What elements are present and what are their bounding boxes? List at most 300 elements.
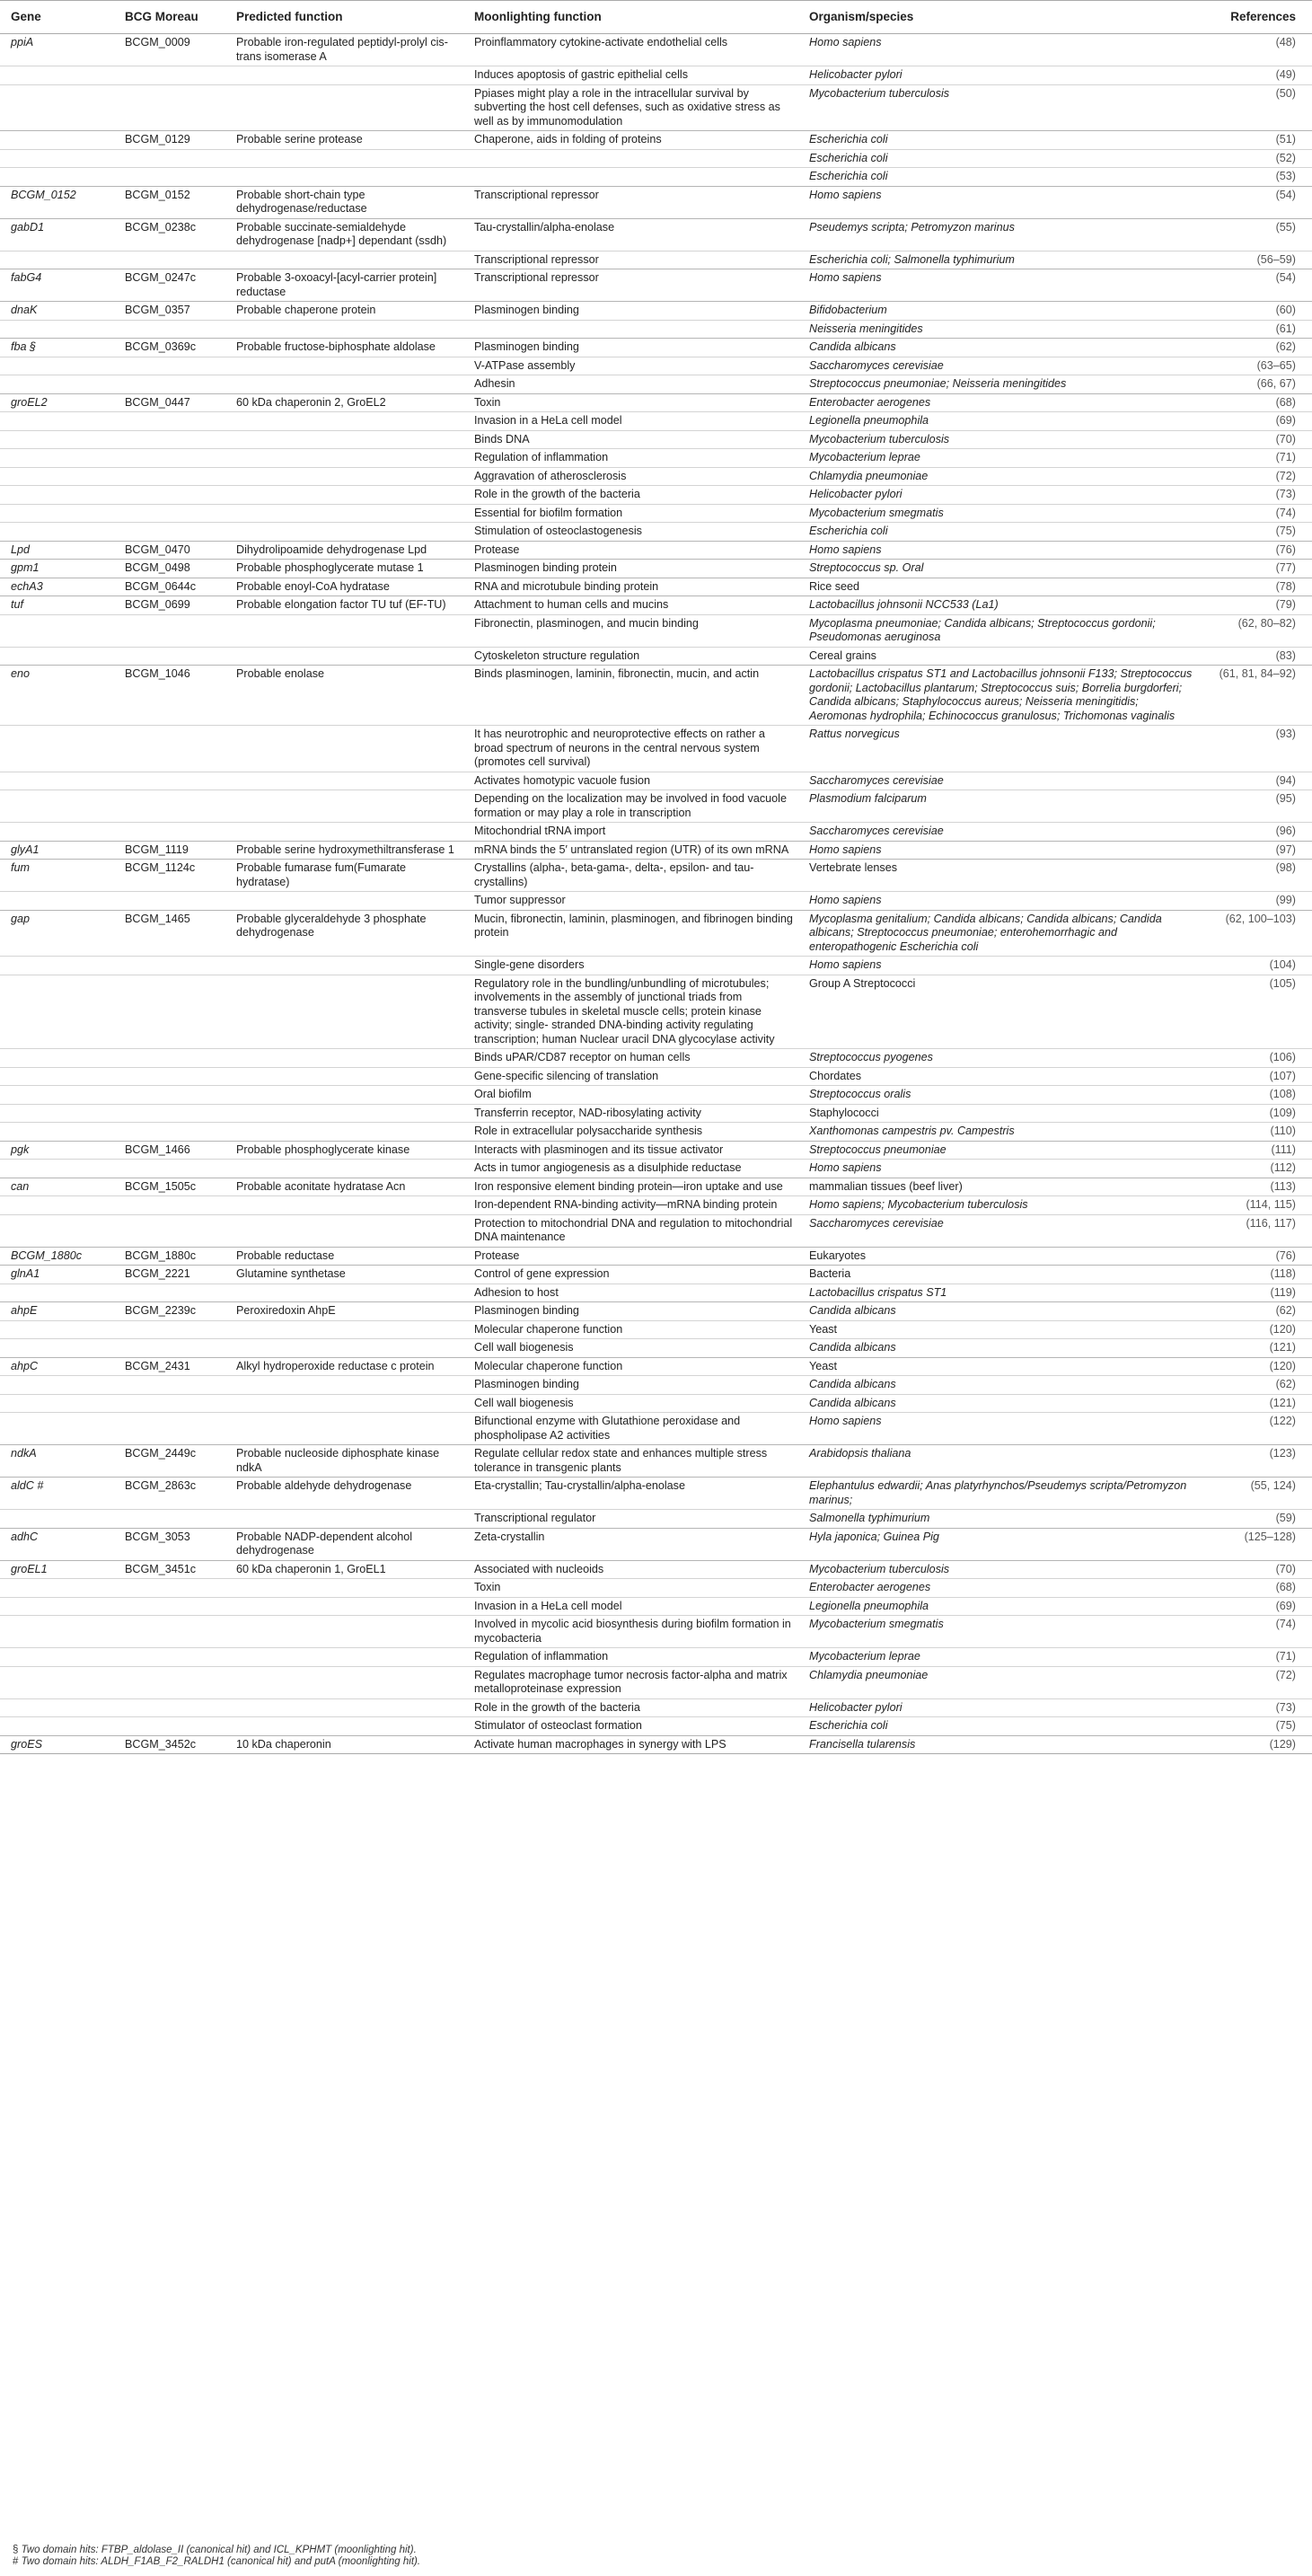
- cell-organism: Rattus norvegicus: [798, 726, 1198, 772]
- cell-reference: (49): [1198, 66, 1312, 85]
- cell-moonlighting: RNA and microtubule binding protein: [463, 578, 798, 596]
- cell-gene: [0, 1666, 114, 1698]
- table-row: [0, 1579, 1312, 1598]
- cell-predicted: [225, 504, 463, 523]
- cell-moonlighting: [463, 168, 798, 187]
- cell-organism: Group A Streptococci: [798, 975, 1198, 1049]
- cell-bcg: [114, 1284, 225, 1302]
- cell-reference: (70): [1198, 1560, 1312, 1579]
- table-row: [0, 1666, 1312, 1698]
- cell-gene: [0, 449, 114, 468]
- cell-organism: Homo sapiens: [809, 36, 882, 49]
- cell-moonlighting: Stimulator of osteoclast formation: [463, 1717, 798, 1736]
- cell-bcg: [114, 320, 225, 339]
- cell-bcg: BCGM_1046: [114, 666, 225, 726]
- cell-gene: [0, 1214, 114, 1247]
- cell-gene: [0, 1717, 114, 1736]
- cell-gene: can: [0, 1178, 114, 1196]
- cell-organism: Legionella pneumophila: [798, 412, 1198, 431]
- cell-organism: Streptococcus pneumoniae; Neisseria meningitides: [798, 375, 1198, 394]
- cell-moonlighting: Regulation of inflammation: [463, 1648, 798, 1667]
- cell-reference: (62): [1198, 339, 1312, 357]
- cell-reference: (55, 124): [1198, 1478, 1312, 1510]
- cell-reference: (52): [1198, 149, 1312, 168]
- cell-predicted: Probable succinate-semialdehyde dehydrogenase [nadp+] dependant (ssdh): [225, 218, 463, 251]
- cell-organism: Candida albicans: [798, 1394, 1198, 1413]
- cell-reference: (120): [1198, 1320, 1312, 1339]
- cell-gene: BCGM_1880c: [0, 1247, 114, 1266]
- cell-organism: Homo sapiens: [798, 1413, 1198, 1445]
- cell-reference: (75): [1198, 1717, 1312, 1736]
- cell-bcg: [114, 1049, 225, 1068]
- cell-organism: Enterobacter aerogenes: [798, 1579, 1198, 1598]
- table-header: [0, 1, 1312, 34]
- cell-predicted: Probable NADP-dependent alcohol dehydrogenase: [225, 1528, 463, 1560]
- cell-reference: (62, 80–82): [1198, 614, 1312, 647]
- cell-predicted: [225, 1123, 463, 1142]
- table-row: [0, 1478, 1312, 1510]
- cell-moonlighting: Transcriptional regulator: [463, 1510, 798, 1529]
- cell-moonlighting: Induces apoptosis of gastric epithelial cells: [463, 66, 798, 85]
- cell-organism: Candida albicans: [798, 1376, 1198, 1395]
- cell-organism: Homo sapiens: [798, 1160, 1198, 1178]
- cell-gene: [0, 430, 114, 449]
- cell-organism: Chlamydia pneumoniae: [798, 1666, 1198, 1698]
- cell-moonlighting: Invasion in a HeLa cell model: [463, 412, 798, 431]
- table-row: [0, 1339, 1312, 1358]
- cell-moonlighting: Oral biofilm: [463, 1086, 798, 1105]
- cell-predicted: [225, 1510, 463, 1529]
- cell-gene: [0, 957, 114, 975]
- cell-organism: Bacteria: [798, 1266, 1198, 1284]
- cell-reference: (105): [1198, 975, 1312, 1049]
- cell-gene: adhC: [0, 1528, 114, 1560]
- cell-predicted: [225, 1597, 463, 1616]
- footnote-1: [13, 2545, 420, 2556]
- cell-moonlighting: Adhesin: [463, 375, 798, 394]
- cell-gene: dnaK: [0, 302, 114, 321]
- cell-reference: (99): [1198, 892, 1312, 911]
- cell-reference: (79): [1198, 596, 1312, 615]
- cell-gene: eno: [0, 666, 114, 726]
- cell-gene: [0, 375, 114, 394]
- table-row: [0, 320, 1312, 339]
- cell-bcg: [114, 1413, 225, 1445]
- cell-bcg: [114, 1648, 225, 1667]
- cell-organism: Homo sapiens: [798, 841, 1198, 860]
- cell-bcg: BCGM_3452c: [114, 1735, 225, 1754]
- cell-organism: Helicobacter pylori: [798, 66, 1198, 85]
- table-row: [0, 449, 1312, 468]
- cell-organism: Legionella pneumophila: [798, 1597, 1198, 1616]
- cell-bcg: [114, 1717, 225, 1736]
- cell-bcg: BCGM_1880c: [114, 1247, 225, 1266]
- table-row: [0, 84, 1312, 131]
- table-row: [0, 860, 1312, 892]
- cell-moonlighting: Activate human macrophages in synergy with LPS: [463, 1735, 798, 1754]
- cell-reference: (94): [1198, 772, 1312, 790]
- cell-reference: (112): [1198, 1160, 1312, 1178]
- cell-organism: Enterobacter aerogenes: [798, 393, 1198, 412]
- cell-predicted: 60 kDa chaperonin 2, GroEL2: [225, 393, 463, 412]
- cell-moonlighting: Essential for biofilm formation: [463, 504, 798, 523]
- cell-bcg: [114, 823, 225, 842]
- cell-gene: [0, 1049, 114, 1068]
- cell-predicted: [225, 149, 463, 168]
- table-row: [0, 1141, 1312, 1160]
- cell-organism: Escherichia coli; Salmonella typhimurium: [798, 251, 1198, 269]
- table-row: [0, 790, 1312, 823]
- cell-moonlighting: Role in the growth of the bacteria: [463, 486, 798, 505]
- cell-predicted: Probable elongation factor TU tuf (EF-TU): [225, 596, 463, 615]
- cell-moonlighting: Crystallins (alpha-, beta-gama-, delta-, epsilon- and tau- crystallins): [463, 860, 798, 892]
- cell-reference: (96): [1198, 823, 1312, 842]
- table-row: [0, 1266, 1312, 1284]
- cell-bcg: BCGM_3451c: [114, 1560, 225, 1579]
- cell-predicted: [225, 1284, 463, 1302]
- cell-reference: (78): [1198, 578, 1312, 596]
- cell-gene: [0, 66, 114, 85]
- cell-predicted: 60 kDa chaperonin 1, GroEL1: [225, 1560, 463, 1579]
- cell-bcg: [114, 1616, 225, 1648]
- table-row: [0, 614, 1312, 647]
- cell-moonlighting: Binds plasminogen, laminin, fibronectin, mucin, and actin: [463, 666, 798, 726]
- cell-bcg: [114, 66, 225, 85]
- cell-predicted: [225, 168, 463, 187]
- cell-gene: [0, 1104, 114, 1123]
- cell-reference: (68): [1198, 1579, 1312, 1598]
- cell-moonlighting: Role in extracellular polysaccharide synthesis: [463, 1123, 798, 1142]
- cell-reference: (73): [1198, 486, 1312, 505]
- cell-bcg: [114, 1067, 225, 1086]
- cell-bcg: BCGM_1124c: [114, 860, 225, 892]
- cell-bcg: BCGM_2863c: [114, 1478, 225, 1510]
- cell-organism: Escherichia coli: [798, 149, 1198, 168]
- cell-moonlighting: Transcriptional repressor: [463, 251, 798, 269]
- cell-bcg: [114, 1376, 225, 1395]
- cell-gene: [0, 1067, 114, 1086]
- cell-reference: (83): [1198, 647, 1312, 666]
- cell-organism: Lactobacillus crispatus ST1 and Lactobacillus johnsonii F133; Streptococcus gordonii; Lactobacillus plantarum; Streptococcus suis; Borrelia burgdorferi; Candida albicans; Staphylococcus aureus; Neisseria meningitidis; Aeromonas hydrophila; Echinococcus granulosus; Trichomonas vaginalis: [798, 666, 1198, 726]
- cell-moonlighting: Associated with nucleoids: [463, 1560, 798, 1579]
- cell-predicted: Probable short-chain type dehydrogenase/reductase: [225, 186, 463, 218]
- header-moonlighting-function: Moonlighting function: [463, 1, 798, 34]
- cell-moonlighting: Plasminogen binding: [463, 339, 798, 357]
- table-row: [0, 1698, 1312, 1717]
- table-row: [0, 168, 1312, 187]
- cell-moonlighting: Molecular chaperone function: [463, 1357, 798, 1376]
- cell-moonlighting: V-ATPase assembly: [463, 357, 798, 375]
- cell-organism: Plasmodium falciparum: [798, 790, 1198, 823]
- cell-moonlighting: Activates homotypic vacuole fusion: [463, 772, 798, 790]
- cell-organism: Homo sapiens: [798, 186, 1198, 218]
- cell-predicted: [225, 66, 463, 85]
- cell-gene: [0, 892, 114, 911]
- table-row: [0, 578, 1312, 596]
- cell-moonlighting: Cell wall biogenesis: [463, 1394, 798, 1413]
- cell-reference: (116, 117): [1198, 1214, 1312, 1247]
- cell-moonlighting: Toxin: [463, 1579, 798, 1598]
- cell-organism: Homo sapiens: [798, 541, 1198, 560]
- cell-moonlighting: Iron-dependent RNA-binding activity—mRNA binding protein: [463, 1196, 798, 1215]
- cell-moonlighting: Binds DNA: [463, 430, 798, 449]
- cell-bcg: [114, 168, 225, 187]
- cell-predicted: [225, 523, 463, 542]
- cell-reference: (48): [1275, 36, 1296, 49]
- cell-gene: [0, 1648, 114, 1667]
- cell-organism: Salmonella typhimurium: [798, 1510, 1198, 1529]
- cell-reference: (61): [1198, 320, 1312, 339]
- cell-gene: [0, 790, 114, 823]
- cell-gene: [0, 1160, 114, 1178]
- cell-predicted: Glutamine synthetase: [225, 1266, 463, 1284]
- cell-predicted: [225, 251, 463, 269]
- cell-organism: Yeast: [798, 1357, 1198, 1376]
- cell-bcg: [114, 614, 225, 647]
- cell-reference: (61, 81, 84–92): [1198, 666, 1312, 726]
- cell-bcg: BCGM_0498: [114, 560, 225, 578]
- cell-predicted: [225, 1376, 463, 1395]
- cell-organism: mammalian tissues (beef liver): [798, 1178, 1198, 1196]
- cell-reference: (59): [1198, 1510, 1312, 1529]
- cell-gene: [0, 84, 114, 131]
- cell-bcg: [114, 1666, 225, 1698]
- table-row: [0, 1086, 1312, 1105]
- cell-moonlighting: Depending on the localization may be involved in food vacuole formation or may play a role in transcription: [463, 790, 798, 823]
- cell-predicted: Probable enolase: [225, 666, 463, 726]
- table-row: [0, 34, 1312, 66]
- cell-gene: [0, 486, 114, 505]
- cell-bcg: [114, 1123, 225, 1142]
- cell-organism: Saccharomyces cerevisiae: [798, 1214, 1198, 1247]
- cell-organism: Escherichia coli: [798, 168, 1198, 187]
- cell-reference: (120): [1198, 1357, 1312, 1376]
- cell-gene: aldC #: [0, 1478, 114, 1510]
- cell-bcg: BCGM_1465: [114, 910, 225, 957]
- cell-gene: [0, 1086, 114, 1105]
- header-row: [0, 1, 1312, 34]
- cell-bcg: [114, 1104, 225, 1123]
- cell-reference: (50): [1198, 84, 1312, 131]
- cell-predicted: 10 kDa chaperonin: [225, 1735, 463, 1754]
- cell-bcg: BCGM_0247c: [114, 269, 225, 302]
- header-organism: Organism/species: [798, 1, 1198, 34]
- cell-organism: Homo sapiens; Mycobacterium tuberculosis: [798, 1196, 1198, 1215]
- cell-moonlighting: Molecular chaperone function: [463, 1320, 798, 1339]
- cell-organism: Lactobacillus johnsonii NCC533 (La1): [798, 596, 1198, 615]
- cell-bcg: [114, 1698, 225, 1717]
- cell-gene: groES: [0, 1735, 114, 1754]
- cell-moonlighting: Proinflammatory cytokine-activate endothelial cells: [474, 36, 728, 49]
- cell-predicted: Probable enoyl-CoA hydratase: [225, 578, 463, 596]
- cell-gene: fba §: [0, 339, 114, 357]
- cell-reference: (106): [1198, 1049, 1312, 1068]
- cell-moonlighting: [463, 320, 798, 339]
- cell-predicted: [225, 1413, 463, 1445]
- cell-bcg: BCGM_2431: [114, 1357, 225, 1376]
- cell-reference: (53): [1198, 168, 1312, 187]
- cell-predicted: [225, 892, 463, 911]
- table-row: [0, 1376, 1312, 1395]
- table-row: [0, 269, 1312, 302]
- table-row: [0, 1357, 1312, 1376]
- cell-predicted: Probable nucleoside diphosphate kinase ndkA: [225, 1445, 463, 1478]
- cell-reference: (62, 100–103): [1198, 910, 1312, 957]
- cell-bcg: BCGM_1466: [114, 1141, 225, 1160]
- cell-bcg: [114, 1339, 225, 1358]
- cell-bcg: [114, 375, 225, 394]
- cell-predicted: [225, 1086, 463, 1105]
- cell-reference: (108): [1198, 1086, 1312, 1105]
- cell-gene: [0, 975, 114, 1049]
- table-row: [0, 504, 1312, 523]
- cell-bcg: [114, 1086, 225, 1105]
- cell-reference: (72): [1198, 467, 1312, 486]
- cell-bcg: BCGM_2449c: [114, 1445, 225, 1478]
- cell-reference: (95): [1198, 790, 1312, 823]
- cell-reference: (54): [1198, 186, 1312, 218]
- cell-reference: (122): [1198, 1413, 1312, 1445]
- cell-predicted: Dihydrolipoamide dehydrogenase Lpd: [225, 541, 463, 560]
- cell-bcg: BCGM_0357: [114, 302, 225, 321]
- cell-gene: ndkA: [0, 1445, 114, 1478]
- cell-moonlighting: Role in the growth of the bacteria: [463, 1698, 798, 1717]
- table-row: [0, 430, 1312, 449]
- cell-gene: [0, 320, 114, 339]
- cell-predicted: Peroxiredoxin AhpE: [225, 1302, 463, 1321]
- cell-reference: (97): [1198, 841, 1312, 860]
- table-row: [0, 772, 1312, 790]
- cell-predicted: [225, 1648, 463, 1667]
- table-row: [0, 541, 1312, 560]
- cell-reference: (109): [1198, 1104, 1312, 1123]
- cell-reference: (55): [1198, 218, 1312, 251]
- cell-organism: Yeast: [798, 1320, 1198, 1339]
- cell-predicted: [225, 449, 463, 468]
- footnote-1-symbol: §: [13, 2545, 22, 2555]
- table-row: [0, 412, 1312, 431]
- cell-gene: gabD1: [0, 218, 114, 251]
- cell-bcg: BCGM_0152: [114, 186, 225, 218]
- cell-reference: (56–59): [1198, 251, 1312, 269]
- cell-organism: Pseudemys scripta; Petromyzon marinus: [798, 218, 1198, 251]
- cell-reference: (93): [1198, 726, 1312, 772]
- cell-gene: [0, 1394, 114, 1413]
- cell-moonlighting: It has neurotrophic and neuroprotective effects on rather a broad spectrum of neurons in the central nervous system (promotes cell survival): [463, 726, 798, 772]
- cell-bcg: [114, 772, 225, 790]
- cell-reference: (74): [1198, 1616, 1312, 1648]
- cell-organism: Mycoplasma genitalium; Candida albicans; Candida albicans; Candida albicans; Streptococcus pneumoniae; enterohemorrhagic and enteropathogenic Escherichia coli: [798, 910, 1198, 957]
- cell-organism: Vertebrate lenses: [798, 860, 1198, 892]
- cell-organism: Streptococcus pneumoniae: [798, 1141, 1198, 1160]
- cell-organism: Saccharomyces cerevisiae: [798, 823, 1198, 842]
- footnotes: [13, 2545, 420, 2568]
- cell-bcg: BCGM_1505c: [114, 1178, 225, 1196]
- cell-moonlighting: Regulates macrophage tumor necrosis factor-alpha and matrix metalloproteinase expression: [463, 1666, 798, 1698]
- table-row: [0, 523, 1312, 542]
- table-row: [0, 975, 1312, 1049]
- cell-predicted: [225, 726, 463, 772]
- table-row: [0, 218, 1312, 251]
- cell-organism: Xanthomonas campestris pv. Campestris: [798, 1123, 1198, 1142]
- table-row: [0, 892, 1312, 911]
- cell-gene: [0, 504, 114, 523]
- table-row: [0, 251, 1312, 269]
- header-bcg-moreau: BCG Moreau: [114, 1, 225, 34]
- cell-bcg: BCGM_2239c: [114, 1302, 225, 1321]
- cell-gene: [0, 1698, 114, 1717]
- cell-organism: Escherichia coli: [798, 523, 1198, 542]
- cell-bcg: [114, 1394, 225, 1413]
- cell-organism: Rice seed: [798, 578, 1198, 596]
- cell-reference: (118): [1198, 1266, 1312, 1284]
- cell-predicted: [225, 823, 463, 842]
- cell-moonlighting: Fibronectin, plasminogen, and mucin binding: [463, 614, 798, 647]
- cell-organism: Mycobacterium leprae: [798, 1648, 1198, 1667]
- table-row: [0, 666, 1312, 726]
- cell-bcg: BCGM_0470: [114, 541, 225, 560]
- cell-moonlighting: [463, 149, 798, 168]
- table-row: [0, 1160, 1312, 1178]
- cell-reference: (121): [1198, 1394, 1312, 1413]
- cell-moonlighting: Transcriptional repressor: [463, 186, 798, 218]
- table-row: [0, 375, 1312, 394]
- cell-moonlighting: Control of gene expression: [463, 1266, 798, 1284]
- cell-gene: [0, 726, 114, 772]
- cell-gene: [0, 823, 114, 842]
- cell-gene: tuf: [0, 596, 114, 615]
- cell-organism: Hyla japonica; Guinea Pig: [798, 1528, 1198, 1560]
- cell-bcg: [114, 523, 225, 542]
- cell-predicted: Probable phosphoglycerate kinase: [225, 1141, 463, 1160]
- cell-predicted: [225, 1579, 463, 1598]
- cell-organism: Saccharomyces cerevisiae: [798, 772, 1198, 790]
- cell-bcg: [114, 1597, 225, 1616]
- table-row: [0, 1320, 1312, 1339]
- cell-predicted: [225, 1049, 463, 1068]
- cell-organism: Mycobacterium tuberculosis: [798, 84, 1198, 131]
- table-row: [0, 357, 1312, 375]
- cell-moonlighting: Protease: [463, 541, 798, 560]
- cell-organism: Mycobacterium tuberculosis: [798, 430, 1198, 449]
- table-row: [0, 1510, 1312, 1529]
- cell-organism: Elephantulus edwardii; Anas platyrhynchos/Pseudemys scripta/Petromyzon marinus;: [798, 1478, 1198, 1510]
- cell-bcg: BCGM_0238c: [114, 218, 225, 251]
- cell-predicted: [225, 467, 463, 486]
- cell-predicted: Probable fructose-biphosphate aldolase: [225, 339, 463, 357]
- cell-bcg: BCGM_0129: [114, 131, 225, 150]
- cell-moonlighting: Iron responsive element binding protein—iron uptake and use: [463, 1178, 798, 1196]
- table-row: [0, 1302, 1312, 1321]
- table-row: [0, 726, 1312, 772]
- cell-bcg: [114, 1320, 225, 1339]
- cell-predicted: [225, 975, 463, 1049]
- cell-reference: (68): [1198, 393, 1312, 412]
- cell-reference: (123): [1198, 1445, 1312, 1478]
- cell-bcg: [114, 357, 225, 375]
- table-row: [0, 823, 1312, 842]
- table-row: [0, 1196, 1312, 1215]
- cell-predicted: [225, 772, 463, 790]
- cell-reference: (77): [1198, 560, 1312, 578]
- cell-organism: Candida albicans: [798, 1302, 1198, 1321]
- cell-moonlighting: Plasminogen binding: [463, 302, 798, 321]
- cell-bcg: [114, 1579, 225, 1598]
- cell-predicted: Probable aldehyde dehydrogenase: [225, 1478, 463, 1510]
- cell-gene: glyA1: [0, 841, 114, 860]
- cell-organism: Mycoplasma pneumoniae; Candida albicans; Streptococcus gordonii; Pseudomonas aeruginosa: [798, 614, 1198, 647]
- cell-organism: Streptococcus oralis: [798, 1086, 1198, 1105]
